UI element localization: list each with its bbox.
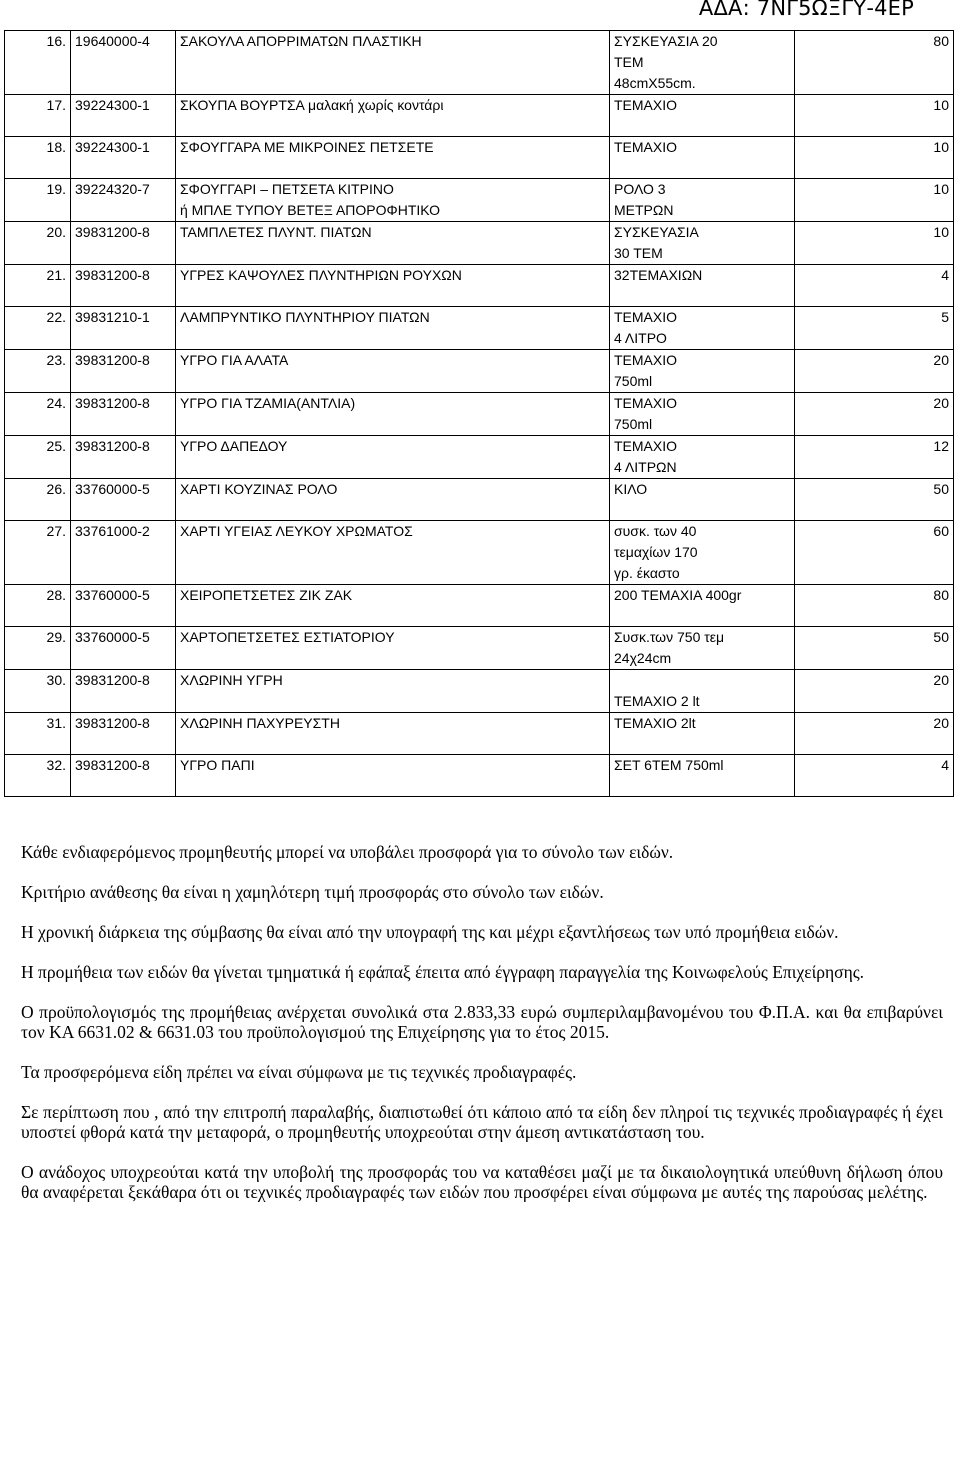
ada-code: ΑΔΑ: 7ΝΓ5ΩΞΓΥ-4ΕΡ bbox=[698, 0, 914, 20]
item-number: 32. bbox=[5, 755, 71, 797]
unit-line: ΡΟΛΟ 3 bbox=[614, 181, 666, 197]
unit-cell bbox=[610, 436, 795, 479]
item-description: ΧΑΡΤΙ ΚΟΥΖΙΝΑΣ ΡΟΛΟ bbox=[176, 479, 610, 521]
quantity: 20 bbox=[795, 350, 954, 393]
table-row bbox=[5, 179, 954, 222]
table-row bbox=[5, 627, 954, 670]
quantity: 10 bbox=[795, 95, 954, 137]
paragraph: Ο ανάδοχος υποχρεούται κατά την υποβολή της προσφοράς του να καταθέσει μαζί με τα δικαιολογητικά υπεύθυνη δήλωση όπου θα αναφέρεται ξεκάθαρα ότι οι τεχνικές προδιαγραφές των ειδών που προσφέρει είναι σύμφωνα με αυτές της παρούσας μελέτης. bbox=[21, 1162, 943, 1202]
cpv-code: 39224300-1 bbox=[71, 95, 176, 137]
unit-line: ΣΥΣΚΕΥΑΣΙΑ bbox=[614, 224, 699, 240]
unit-cell bbox=[610, 521, 795, 585]
quantity: 10 bbox=[795, 137, 954, 179]
unit-line: ΤΕΜΑΧΙΟ bbox=[614, 395, 678, 411]
unit-line: ΣΕΤ 6ΤΕΜ 750ml bbox=[614, 757, 724, 773]
cpv-code: 19640000-4 bbox=[71, 31, 176, 95]
quantity: 20 bbox=[795, 713, 954, 755]
quantity: 12 bbox=[795, 436, 954, 479]
item-number: 17. bbox=[5, 95, 71, 137]
item-number: 19. bbox=[5, 179, 71, 222]
item-description: ΣΑΚΟΥΛΑ ΑΠΟΡΡΙΜΑΤΩΝ ΠΛΑΣΤΙΚΗ bbox=[176, 31, 610, 95]
unit-cell bbox=[610, 31, 795, 95]
paragraph: Σε περίπτωση που , από την επιτροπή παραλαβής, διαπιστωθεί ότι κάποιο από τα είδη δεν πληροί τις τεχνικές προδιαγραφές ή έχει υποστεί φθορά κατά την μεταφορά, ο προμηθευτής υποχρεούται στην άμεση αντικατάσταση του. bbox=[21, 1102, 943, 1142]
unit-line: ΜΕΤΡΩΝ bbox=[614, 202, 674, 218]
cpv-code: 39831200-8 bbox=[71, 436, 176, 479]
unit-line: συσκ. των 40 bbox=[614, 523, 697, 539]
item-number: 26. bbox=[5, 479, 71, 521]
item-description: ΤΑΜΠΛΕΤΕΣ ΠΛΥΝΤ. ΠΙΑΤΩΝ bbox=[176, 222, 610, 265]
unit-line: 30 ΤΕΜ bbox=[614, 245, 663, 261]
unit-line: 750ml bbox=[614, 416, 653, 432]
item-description: ΥΓΡΟ ΠΑΠΙ bbox=[176, 755, 610, 797]
unit-line: 4 ΛΙΤΡΟ bbox=[614, 330, 667, 346]
item-description: ΥΓΡΕΣ ΚΑΨΟΥΛΕΣ ΠΛΥΝΤΗΡΙΩΝ ΡΟΥΧΩΝ bbox=[176, 265, 610, 307]
items-table bbox=[4, 30, 954, 797]
unit-cell bbox=[610, 95, 795, 137]
quantity: 10 bbox=[795, 179, 954, 222]
cpv-code: 33761000-2 bbox=[71, 521, 176, 585]
table-row bbox=[5, 95, 954, 137]
item-description: ΛΑΜΠΡΥΝΤΙΚΟ ΠΛΥΝΤΗΡΙΟΥ ΠΙΑΤΩΝ bbox=[176, 307, 610, 350]
unit-line: τεμαχίων 170 bbox=[614, 544, 698, 560]
unit-line: ΚΙΛΟ bbox=[614, 481, 648, 497]
item-number: 24. bbox=[5, 393, 71, 436]
table-row bbox=[5, 670, 954, 713]
table-row bbox=[5, 350, 954, 393]
unit-line: ΤΕΜΑΧΙΟ bbox=[614, 438, 678, 454]
cpv-code: 39831210-1 bbox=[71, 307, 176, 350]
table-row bbox=[5, 307, 954, 350]
table-row bbox=[5, 521, 954, 585]
table-row bbox=[5, 31, 954, 95]
unit-line: ΤΕΜΑΧΙΟ bbox=[614, 309, 678, 325]
cpv-code: 33760000-5 bbox=[71, 627, 176, 670]
table-row bbox=[5, 137, 954, 179]
item-description: ΧΛΩΡΙΝΗ ΥΓΡΗ bbox=[176, 670, 610, 713]
cpv-code: 33760000-5 bbox=[71, 479, 176, 521]
paragraph: Ο προϋπολογισμός της προμήθειας ανέρχεται συνολικά στα 2.833,33 ευρώ συμπεριλαμβανομένου του Φ.Π.Α. και θα επιβαρύνει τον ΚΑ 6631.02 & 6631.03 του προϋπολογισμού της Επιχείρησης για το έτος 2015. bbox=[21, 1002, 943, 1042]
unit-line: 750ml bbox=[614, 373, 653, 389]
item-description: ΧΑΡΤΟΠΕΤΣΕΤΕΣ ΕΣΤΙΑΤΟΡΙΟΥ bbox=[176, 627, 610, 670]
quantity: 20 bbox=[795, 670, 954, 713]
unit-line: ΤΕΜΑΧΙΟ bbox=[614, 352, 678, 368]
quantity: 20 bbox=[795, 393, 954, 436]
table-row bbox=[5, 755, 954, 797]
unit-line: 200 ΤΕΜΑΧΙΑ 400gr bbox=[614, 587, 742, 603]
unit-cell bbox=[610, 755, 795, 797]
quantity: 50 bbox=[795, 479, 954, 521]
cpv-code: 39831200-8 bbox=[71, 350, 176, 393]
item-number: 20. bbox=[5, 222, 71, 265]
item-description: ΣΚΟΥΠΑ ΒΟΥΡΤΣΑ μαλακή χωρίς κοντάρι bbox=[176, 95, 610, 137]
paragraph: Κάθε ενδιαφερόμενος προμηθευτής μπορεί να υποβάλει προσφορά για το σύνολο των ειδών. bbox=[21, 842, 674, 862]
cpv-code: 39224300-1 bbox=[71, 137, 176, 179]
item-number: 23. bbox=[5, 350, 71, 393]
quantity: 10 bbox=[795, 222, 954, 265]
unit-line: ΤΕΜΑΧΙΟ bbox=[614, 97, 678, 113]
unit-cell bbox=[610, 670, 795, 713]
cpv-code: 39831200-8 bbox=[71, 222, 176, 265]
paragraph: Τα προσφερόμενα είδη πρέπει να είναι σύμφωνα με τις τεχνικές προδιαγραφές. bbox=[21, 1062, 577, 1082]
item-description: ΧΛΩΡΙΝΗ ΠΑΧΥΡΕΥΣΤΗ bbox=[176, 713, 610, 755]
quantity: 4 bbox=[795, 265, 954, 307]
item-number: 28. bbox=[5, 585, 71, 627]
paragraph: Κριτήριο ανάθεσης θα είναι η χαμηλότερη τιμή προσφοράς στο σύνολο των ειδών. bbox=[21, 882, 604, 902]
table-row bbox=[5, 222, 954, 265]
terms-text bbox=[21, 842, 943, 1222]
item-description: ΧΑΡΤΙ ΥΓΕΙΑΣ ΛΕΥΚΟΥ ΧΡΩΜΑΤΟΣ bbox=[176, 521, 610, 585]
unit-cell bbox=[610, 393, 795, 436]
table-row bbox=[5, 265, 954, 307]
item-number: 16. bbox=[5, 31, 71, 95]
paragraph: Η χρονική διάρκεια της σύμβασης θα είναι από την υπογραφή της και μέχρι εξαντλήσεως των υπό προμήθεια ειδών. bbox=[21, 922, 839, 942]
unit-line: ΤΕΜ bbox=[614, 54, 644, 70]
item-number: 30. bbox=[5, 670, 71, 713]
unit-cell bbox=[610, 627, 795, 670]
item-number: 18. bbox=[5, 137, 71, 179]
unit-line: 24χ24cm bbox=[614, 650, 672, 666]
item-description: ΥΓΡΟ ΔΑΠΕΔΟΥ bbox=[176, 436, 610, 479]
unit-line: ΤΕΜΑΧΙΟ bbox=[614, 139, 678, 155]
item-description bbox=[176, 179, 610, 222]
table-row bbox=[5, 479, 954, 521]
paragraph: Η προμήθεια των ειδών θα γίνεται τμηματικά ή εφάπαξ έπειτα από έγγραφη παραγγελία της Κοινωφελούς Επιχείρησης. bbox=[21, 962, 865, 982]
table-row bbox=[5, 713, 954, 755]
unit-cell bbox=[610, 479, 795, 521]
unit-line: ΤΕΜΑΧΙΟ 2lt bbox=[614, 715, 696, 731]
unit-cell bbox=[610, 179, 795, 222]
unit-cell bbox=[610, 350, 795, 393]
unit-line: ΤΕΜΑΧΙΟ 2 lt bbox=[614, 693, 700, 709]
item-number: 27. bbox=[5, 521, 71, 585]
cpv-code: 39831200-8 bbox=[71, 393, 176, 436]
table-row bbox=[5, 393, 954, 436]
cpv-code: 39831200-8 bbox=[71, 670, 176, 713]
unit-line: γρ. έκαστο bbox=[614, 565, 680, 581]
unit-line bbox=[614, 670, 790, 691]
unit-cell bbox=[610, 137, 795, 179]
quantity: 80 bbox=[795, 585, 954, 627]
unit-cell bbox=[610, 713, 795, 755]
unit-line: 48cmX55cm. bbox=[614, 75, 696, 91]
cpv-code: 39831200-8 bbox=[71, 713, 176, 755]
item-number: 29. bbox=[5, 627, 71, 670]
cpv-code: 33760000-5 bbox=[71, 585, 176, 627]
unit-cell bbox=[610, 585, 795, 627]
description-line: ή ΜΠΛΕ ΤΥΠΟΥ ΒΕΤΕΞ ΑΠΟΡΟΦΗΤΙΚΟ bbox=[180, 202, 441, 218]
unit-line: 32ΤΕΜΑΧΙΩΝ bbox=[614, 267, 703, 283]
item-number: 21. bbox=[5, 265, 71, 307]
unit-line: ΣΥΣΚΕΥΑΣΙΑ 20 bbox=[614, 33, 718, 49]
unit-line: Συσκ.των 750 τεμ bbox=[614, 629, 725, 645]
description-line: ΣΦΟΥΓΓΑΡΙ – ΠΕΤΣΕΤΑ ΚΙΤΡΙΝΟ bbox=[180, 181, 394, 197]
item-description: ΥΓΡΟ ΓΙΑ ΤΖΑΜΙΑ(ΑΝΤΛΙΑ) bbox=[176, 393, 610, 436]
cpv-code: 39831200-8 bbox=[71, 755, 176, 797]
quantity: 5 bbox=[795, 307, 954, 350]
table-row bbox=[5, 436, 954, 479]
quantity: 80 bbox=[795, 31, 954, 95]
item-description: ΥΓΡΟ ΓΙΑ ΑΛΑΤΑ bbox=[176, 350, 610, 393]
item-number: 31. bbox=[5, 713, 71, 755]
quantity: 60 bbox=[795, 521, 954, 585]
item-description: ΣΦΟΥΓΓΑΡΑ ΜΕ ΜΙΚΡΟΙΝΕΣ ΠΕΤΣΕΤΕ bbox=[176, 137, 610, 179]
unit-line: 4 ΛΙΤΡΩΝ bbox=[614, 459, 677, 475]
quantity: 50 bbox=[795, 627, 954, 670]
item-description: ΧΕΙΡΟΠΕΤΣΕΤΕΣ ΖΙΚ ΖΑΚ bbox=[176, 585, 610, 627]
item-number: 22. bbox=[5, 307, 71, 350]
cpv-code: 39224320-7 bbox=[71, 179, 176, 222]
item-number: 25. bbox=[5, 436, 71, 479]
quantity: 4 bbox=[795, 755, 954, 797]
unit-cell bbox=[610, 307, 795, 350]
cpv-code: 39831200-8 bbox=[71, 265, 176, 307]
unit-cell bbox=[610, 265, 795, 307]
table-row bbox=[5, 585, 954, 627]
unit-cell bbox=[610, 222, 795, 265]
